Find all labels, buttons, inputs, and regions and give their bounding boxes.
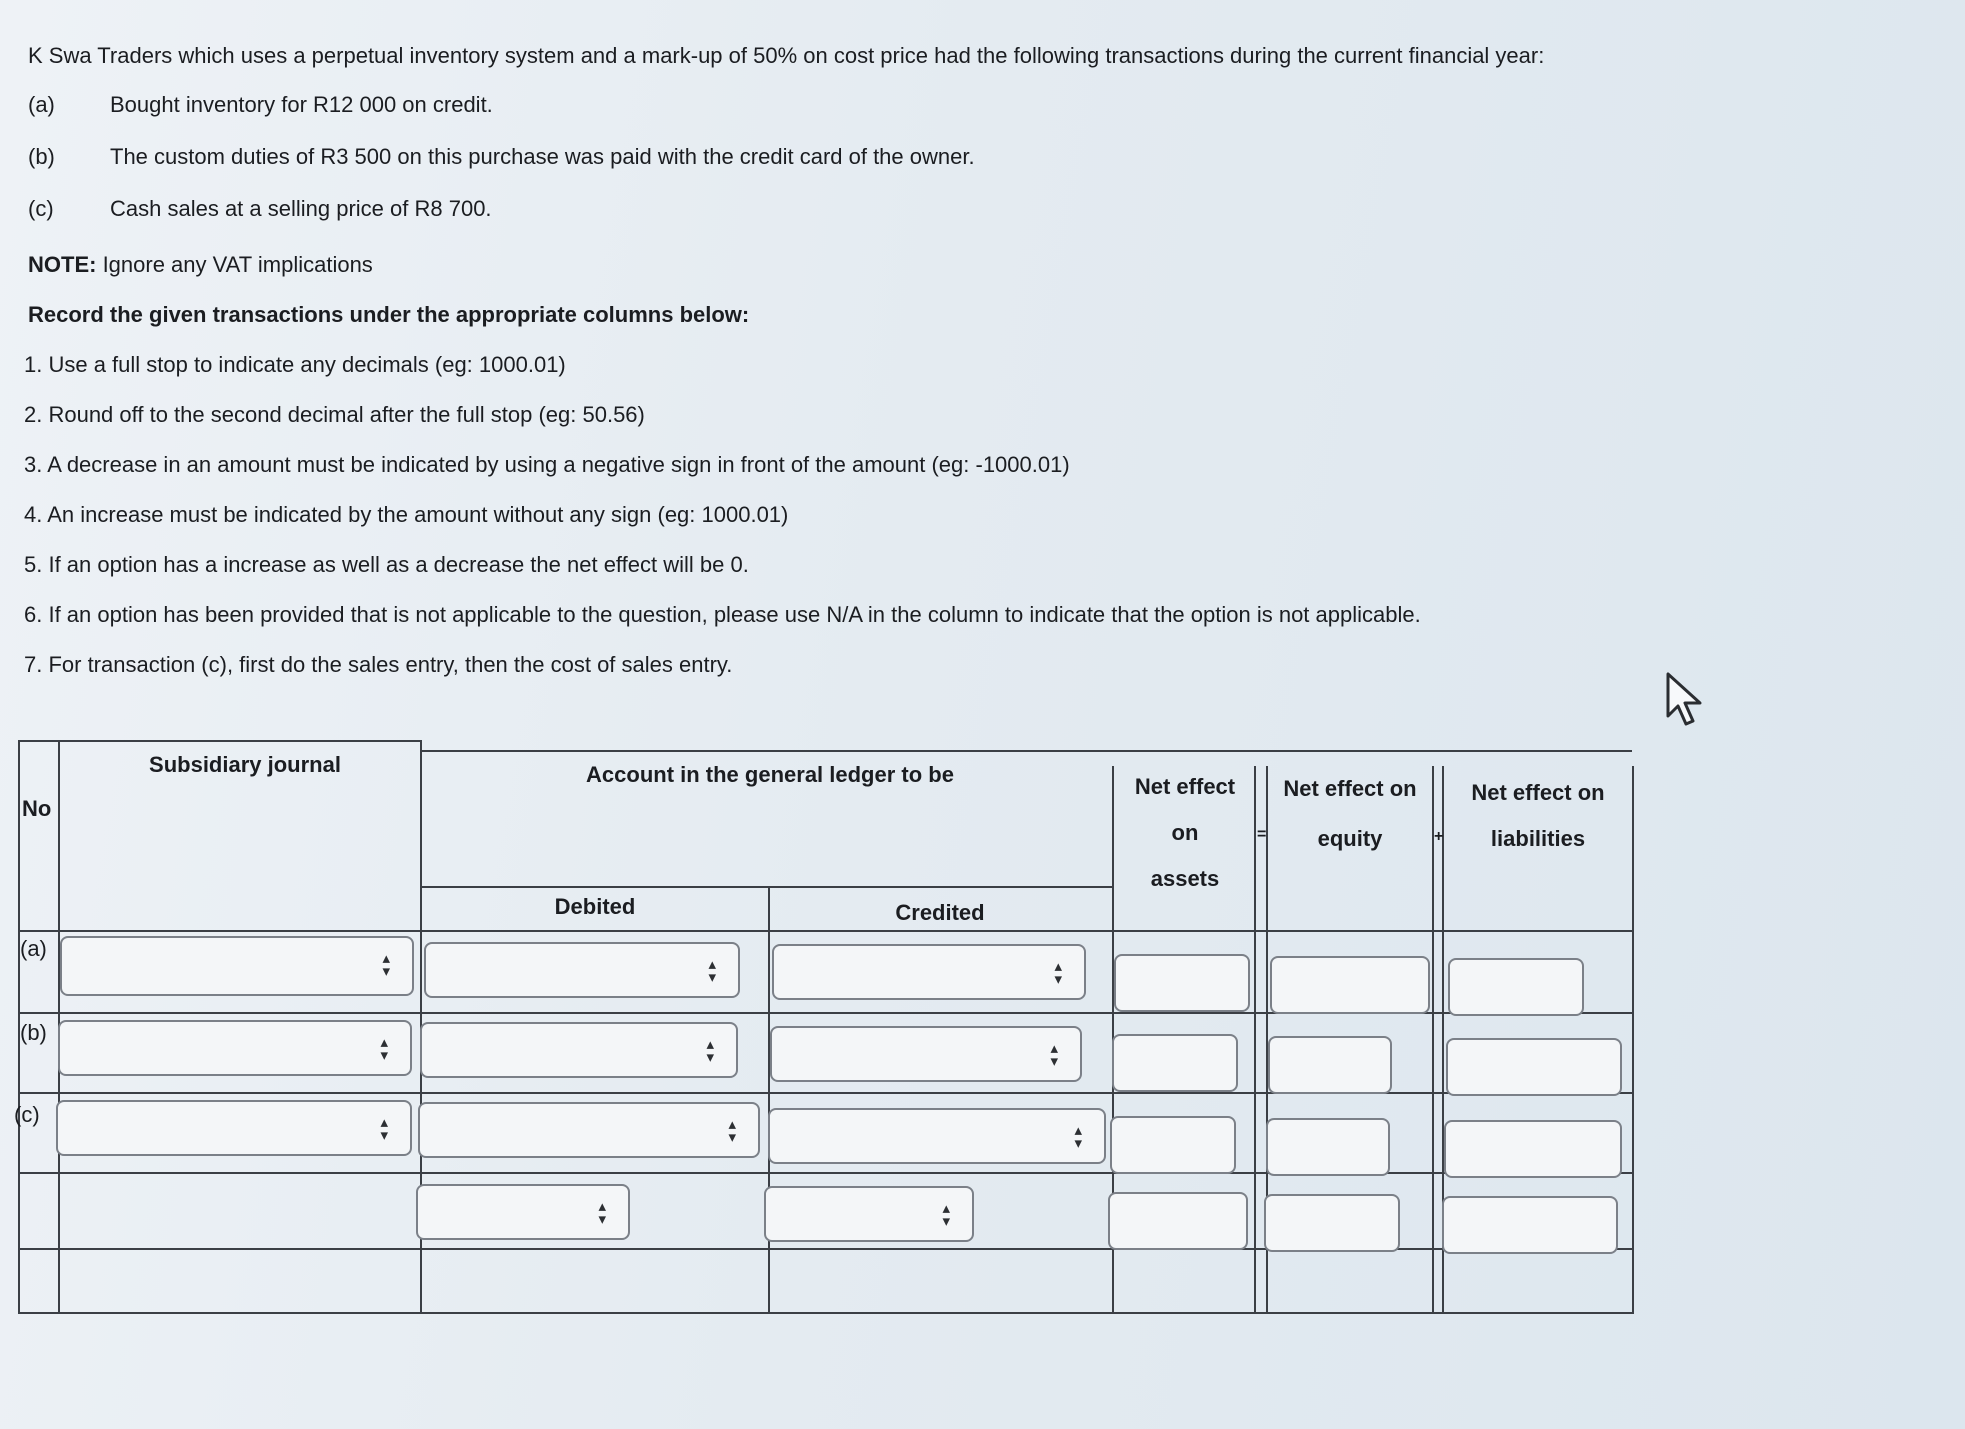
credited-select-a[interactable] bbox=[772, 944, 1086, 1000]
rule-5: 5. If an option has a increase as well as a decrease the net effect will be 0. bbox=[24, 552, 749, 577]
table-divider bbox=[18, 1172, 1632, 1174]
table-divider bbox=[420, 886, 1112, 888]
table-border bbox=[18, 740, 420, 742]
header-account-ledger: Account in the general ledger to be bbox=[586, 762, 954, 787]
row-label-a: (a) bbox=[20, 936, 47, 961]
journal-select-b[interactable] bbox=[58, 1020, 412, 1076]
liabilities-input-b[interactable] bbox=[1446, 1038, 1622, 1096]
rule-1: 1. Use a full stop to indicate any decimals (eg: 1000.01) bbox=[24, 352, 566, 377]
row-label-c: (c) bbox=[14, 1102, 40, 1127]
header-subsidiary-journal: Subsidiary journal bbox=[149, 752, 341, 777]
debited-select-b[interactable] bbox=[420, 1022, 738, 1078]
debited-select-c[interactable] bbox=[418, 1102, 760, 1158]
header-assets-line2: on bbox=[1171, 820, 1199, 845]
header-liabilities-line2: liabilities bbox=[1490, 826, 1586, 851]
header-equity-line1: Net effect on bbox=[1283, 776, 1417, 801]
credited-select-c-cost[interactable] bbox=[764, 1186, 974, 1242]
table-divider bbox=[18, 930, 1632, 932]
transaction-text: Cash sales at a selling price of R8 700. bbox=[110, 196, 492, 221]
up-down-chevron-icon: ▴ ▾ bbox=[382, 950, 390, 980]
transaction-text: Bought inventory for R12 000 on credit. bbox=[110, 92, 493, 117]
transaction-label: (a) bbox=[28, 92, 55, 117]
table-border bbox=[420, 750, 1632, 752]
header-assets-line1: Net effect bbox=[1134, 774, 1236, 799]
question-intro: K Swa Traders which uses a perpetual inventory system and a mark-up of 50% on cost price had the following transactions during the current financial year: bbox=[28, 43, 1545, 68]
table-divider bbox=[1254, 766, 1256, 1312]
rule-4: 4. An increase must be indicated by the amount without any sign (eg: 1000.01) bbox=[24, 502, 789, 527]
credited-select-c[interactable] bbox=[768, 1108, 1106, 1164]
up-down-chevron-icon: ▴ ▾ bbox=[728, 1116, 736, 1146]
up-down-chevron-icon: ▴ ▾ bbox=[706, 1036, 714, 1066]
rule-3: 3. A decrease in an amount must be indicated by using a negative sign in front of the amount (eg: -1000.01) bbox=[24, 452, 1070, 477]
up-down-chevron-icon: ▴ ▾ bbox=[598, 1198, 606, 1228]
equals-sign: = bbox=[1257, 826, 1267, 843]
table-border bbox=[1632, 766, 1634, 1312]
debited-select-a[interactable] bbox=[424, 942, 740, 998]
header-no: No bbox=[22, 796, 52, 821]
plus-sign: + bbox=[1434, 828, 1444, 845]
row-label-b: (b) bbox=[20, 1020, 47, 1045]
equity-input-c[interactable] bbox=[1266, 1118, 1390, 1176]
transaction-b bbox=[28, 144, 1328, 170]
record-heading: Record the given transactions under the appropriate columns below: bbox=[28, 302, 750, 327]
rule-2: 2. Round off to the second decimal after the full stop (eg: 50.56) bbox=[24, 402, 645, 427]
debited-select-c-cost[interactable] bbox=[416, 1184, 630, 1240]
up-down-chevron-icon: ▴ ▾ bbox=[1074, 1122, 1082, 1152]
liabilities-input-a[interactable] bbox=[1448, 958, 1584, 1016]
note bbox=[28, 252, 373, 278]
header-liabilities-line1: Net effect on bbox=[1471, 780, 1605, 805]
header-equity-line2: equity bbox=[1317, 826, 1383, 851]
rule-7: 7. For transaction (c), first do the sales entry, then the cost of sales entry. bbox=[24, 652, 733, 677]
journal-select-c[interactable] bbox=[56, 1100, 412, 1156]
up-down-chevron-icon: ▴ ▾ bbox=[708, 956, 716, 986]
mouse-pointer-icon bbox=[1664, 670, 1708, 730]
note-text: Ignore any VAT implications bbox=[96, 252, 373, 277]
header-debited: Debited bbox=[554, 894, 636, 919]
assets-input-b[interactable] bbox=[1112, 1034, 1238, 1092]
transaction-label: (b) bbox=[28, 144, 55, 169]
up-down-chevron-icon: ▴ ▾ bbox=[380, 1034, 388, 1064]
up-down-chevron-icon: ▴ ▾ bbox=[942, 1200, 950, 1230]
journal-select-a[interactable] bbox=[60, 936, 414, 996]
equity-input-b[interactable] bbox=[1268, 1036, 1392, 1094]
up-down-chevron-icon: ▴ ▾ bbox=[1054, 958, 1062, 988]
liabilities-input-c[interactable] bbox=[1444, 1120, 1622, 1178]
table-divider bbox=[18, 1092, 1632, 1094]
table-divider bbox=[1432, 766, 1434, 1312]
assets-input-c[interactable] bbox=[1110, 1116, 1236, 1174]
credited-select-b[interactable] bbox=[770, 1026, 1082, 1082]
transaction-a bbox=[28, 92, 1328, 118]
transaction-label: (c) bbox=[28, 196, 54, 221]
table-border bbox=[18, 1312, 1634, 1314]
up-down-chevron-icon: ▴ ▾ bbox=[1050, 1040, 1058, 1070]
assets-input-c-cost[interactable] bbox=[1108, 1192, 1248, 1250]
transaction-text: The custom duties of R3 500 on this purchase was paid with the credit card of the owner. bbox=[110, 144, 975, 169]
liabilities-input-c-cost[interactable] bbox=[1442, 1196, 1618, 1254]
equity-input-a[interactable] bbox=[1270, 956, 1430, 1014]
answer-table bbox=[0, 740, 1640, 1330]
up-down-chevron-icon: ▴ ▾ bbox=[380, 1114, 388, 1144]
note-label: NOTE: bbox=[28, 252, 97, 277]
equity-input-c-cost[interactable] bbox=[1264, 1194, 1400, 1252]
rule-6: 6. If an option has been provided that is not applicable to the question, please use N/A in the column to indicate that the option is not applicable. bbox=[24, 602, 1421, 627]
header-credited: Credited bbox=[895, 900, 985, 925]
assets-input-a[interactable] bbox=[1114, 954, 1250, 1012]
transaction-c bbox=[28, 196, 1328, 222]
header-assets-line3: assets bbox=[1150, 866, 1220, 891]
